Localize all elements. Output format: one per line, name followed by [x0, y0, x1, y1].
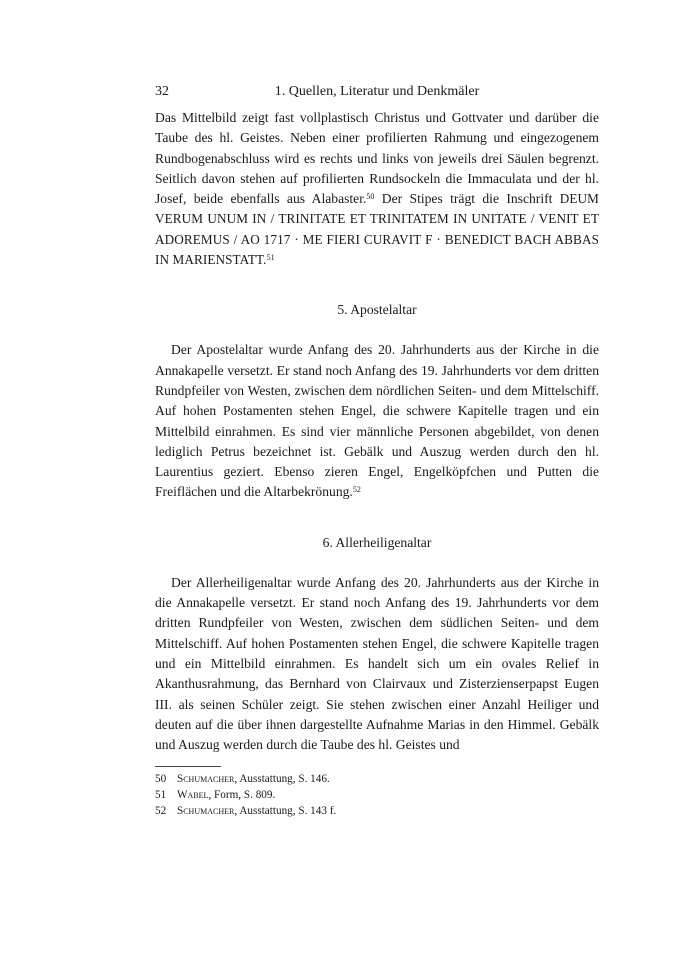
- footnotes: [155, 771, 599, 819]
- paragraph-apostelaltar: [155, 340, 599, 502]
- footnote-ref-51: 51: [266, 253, 275, 263]
- footnote-text: , Ausstattung, S. 146.: [234, 773, 330, 785]
- paragraph-text: Das Mittelbild zeigt fast vollplastisch Christus und Gottvater und darüber die Taube des hl. Geistes. Neben einer profilierten Rahmung und eingezogenem Rundbogenabschluss wird es rechts und links von jeweils drei Säulen begrenzt. Seitlich davon stehen auf profilierten Rundsockeln die Immaculata und der hl. Josef, beide ebenfalls aus Alabaster.: [155, 110, 599, 207]
- section-heading-allerheiligenaltar: 6. Allerheiligenaltar: [322, 534, 432, 550]
- footnote-divider: [155, 766, 221, 767]
- section-heading-apostelaltar: 5. Apostelaltar: [337, 302, 417, 318]
- footnote-number: 51: [155, 789, 167, 801]
- paragraph-text: Der Apostelaltar wurde Anfang des 20. Jahrhunderts aus der Kirche in die Annakapelle versetzt. Er stand noch Anfang des 19. Jahrhunderts vor dem dritten Rundpfeiler von Westen, zwischen dem nördlichen Seiten- und dem Mittelschiff. Auf hohen Postamenten stehen Engel, die schwere Kapitelle tragen und ein Mittelbild einrahmen. Es sind vier männliche Personen abgebildet, von denen lediglich Petrus bezeichnet ist. Gebälk und Auszug werden durch den hl. Laurentius geziert. Ebenso zieren Engel, Engelköpfchen und Putten die Freiflächen und die Altarbekrönung.: [155, 342, 599, 500]
- footnote-author: Schumacher: [177, 773, 235, 785]
- footnote-52: [155, 803, 599, 819]
- footnote-author: Schumacher: [177, 805, 235, 817]
- paragraph-allerheiligenaltar: Der Allerheiligenaltar wurde Anfang des 20. Jahrhunderts aus der Kirche in die Annakapelle versetzt. Er stand noch Anfang des 19. Jahrhunderts vor dem dritten Rundpfeiler von Westen, zwischen dem südlichen Seiten- und dem Mittelschiff. Auf hohen Postamenten stehen Engel, die schwere Kapitelle tragen und ein Mittelbild einrahmen. Es handelt sich um ein ovales Relief in Akanthusrahmung, das Bernhard von Clairvaux und Zisterzienserpapst Eugen III. als seinen Schüler zeigt. Sie stehen zwischen einer Anzahl Heiliger und deuten auf die über ihnen dargestellte Aufnahme Marias in den Himmel. Gebälk und Auszug werden durch die Taube des hl. Geistes und: [155, 574, 599, 753]
- body-text: [155, 108, 599, 755]
- footnote-ref-52: 52: [352, 485, 361, 495]
- paragraph-mittelbild: [155, 108, 599, 270]
- footnote-50: [155, 771, 599, 787]
- footnote-number: 50: [155, 773, 167, 785]
- footnote-author: Wabel: [177, 789, 209, 801]
- footnote-ref-50: 50: [366, 192, 375, 202]
- footnote-number: 52: [155, 805, 167, 817]
- running-title: 1. Quellen, Literatur und Denkmäler: [274, 84, 480, 99]
- footnote-text: , Ausstattung, S. 143 f.: [234, 805, 337, 817]
- paragraph-text: Der Stipes trägt die Inschrift: [374, 191, 560, 207]
- footnote-51: [155, 787, 599, 803]
- inscription-text: DEUM VERUM UNUM IN / TRINITATE ET TRINITATEM IN UNITATE / VENIT ET ADOREMUS / AO 1717 · ME FIERI CURAVIT F · BENEDICT BACH ABBAS IN MARIENSTATT.: [155, 191, 599, 268]
- page-number: 32: [155, 84, 169, 99]
- footnote-text: , Form, S. 809.: [208, 789, 276, 801]
